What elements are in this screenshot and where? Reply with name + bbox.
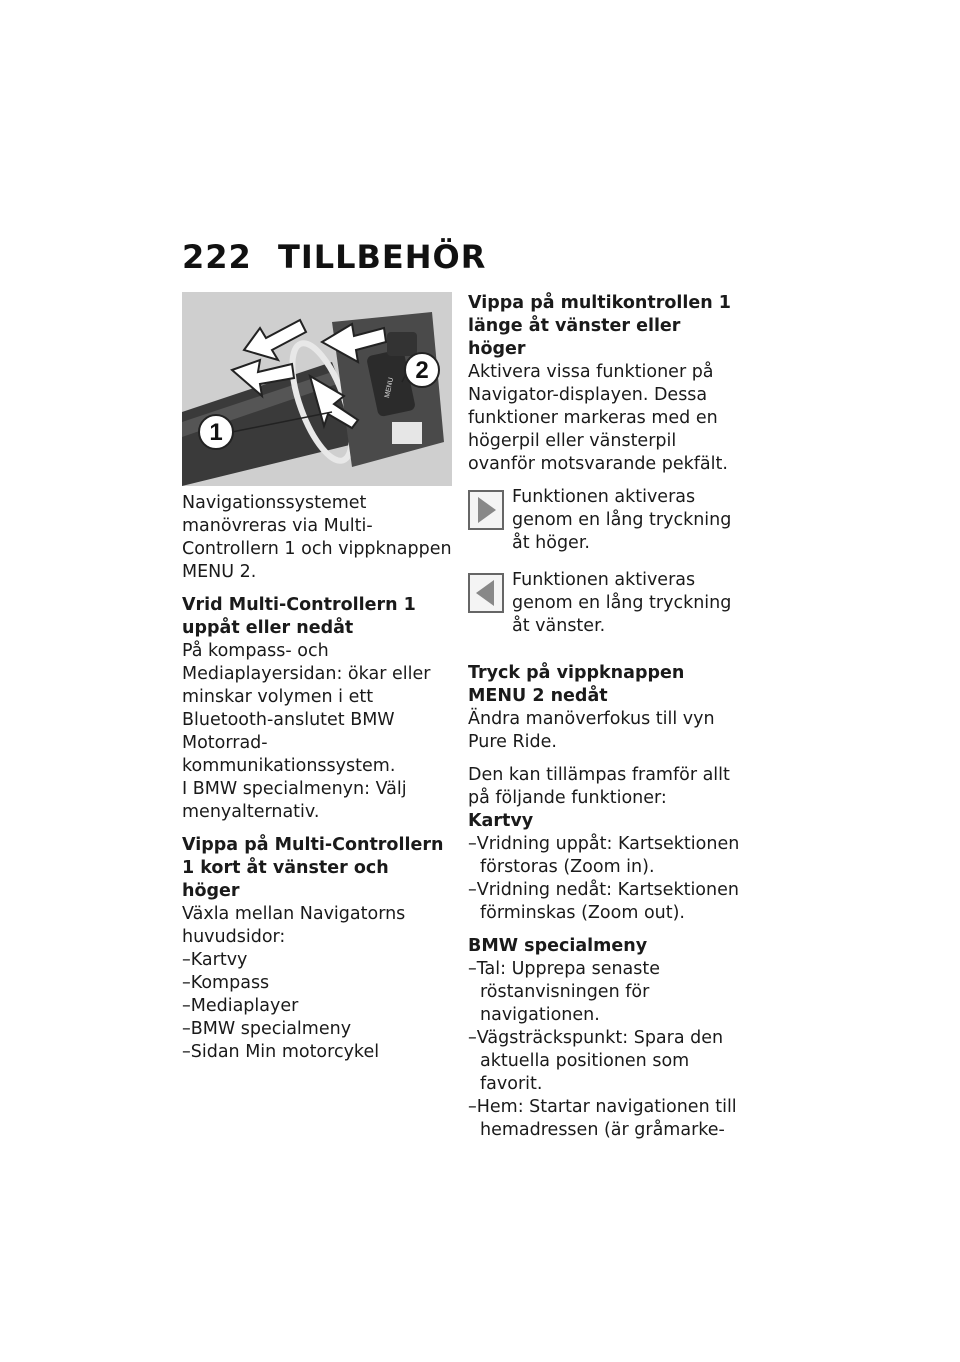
chapter-title: TILLBEHÖR <box>278 238 487 276</box>
body-text: På kompass- och Mediaplayersidan: ökar eller minskar volymen i ett Bluetooth-anslutet BMW Motorrad-kommunikationssystem. <box>182 641 431 776</box>
subsection-heading: BMW specialmeny <box>468 936 648 956</box>
intro-text: Navigationssystemet manövreras via Multi-Controllern 1 och vippknappen MENU 2. <box>182 493 452 582</box>
specialmeny-list <box>468 958 740 1142</box>
list-item: –BMW specialmeny <box>182 1019 352 1039</box>
body-text: Aktivera vissa funktioner på Navigator-displayen. Dessa funktioner markeras med en högerpil eller vänsterpil ovanför motsvarande pekfält. <box>468 362 728 474</box>
body-text: Ändra manöverfokus till vyn Pure Ride. <box>468 709 715 752</box>
page-header <box>182 238 486 276</box>
left-column <box>182 292 452 1074</box>
section-heading: Vippa på Multi-Controllern 1 kort åt vänster och höger <box>182 835 444 901</box>
note-right-arrow <box>468 486 740 555</box>
callout-2: 2 <box>415 357 429 384</box>
body-text: Den kan tillämpas framför allt på följande funktioner: <box>468 765 730 808</box>
list-item: –Vridning nedåt: Kartsektionen förminskas (Zoom out). <box>468 880 739 923</box>
page-number: 222 <box>182 238 252 276</box>
section-heading: Vippa på multikontrollen 1 länge åt vänster eller höger <box>468 293 731 359</box>
list-item: –Vägsträckspunkt: Spara den aktuella positionen som favorit. <box>468 1028 724 1094</box>
section-heading: Tryck på vippknappen MENU 2 nedåt <box>468 663 685 706</box>
list-item: –Hem: Startar navigationen till hemadressen (är gråmarke- <box>468 1097 737 1140</box>
list-item: –Kompass <box>182 973 270 993</box>
list-item: –Sidan Min motorcykel <box>182 1042 380 1062</box>
arrow-right-icon <box>468 490 504 530</box>
arrow-left-icon <box>468 573 504 613</box>
right-column <box>468 292 740 1152</box>
list-item: –Mediaplayer <box>182 996 299 1016</box>
list-item: –Tal: Upprepa senaste röstanvisningen för navigationen. <box>468 959 661 1025</box>
body-text: I BMW specialmenyn: Välj menyalternativ. <box>182 779 407 822</box>
list-item: –Kartvy <box>182 950 248 970</box>
handlebar-controls-figure <box>182 292 452 486</box>
note-text: Funktionen aktiveras genom en lång tryckning åt höger. <box>512 487 732 553</box>
callout-1: 1 <box>209 419 223 446</box>
note-left-arrow <box>468 569 740 638</box>
body-text: Växla mellan Navigatorns huvudsidor: <box>182 904 406 947</box>
section-heading: Vrid Multi-Controllern 1 uppåt eller nedåt <box>182 595 416 638</box>
menu-button-label: MENU <box>383 376 396 399</box>
list-item: –Vridning uppåt: Kartsektionen förstoras (Zoom in). <box>468 834 740 877</box>
page-list <box>182 949 452 1064</box>
note-text: Funktionen aktiveras genom en lång tryckning åt vänster. <box>512 570 732 636</box>
subsection-heading: Kartvy <box>468 811 534 831</box>
kartvy-list <box>468 833 740 925</box>
